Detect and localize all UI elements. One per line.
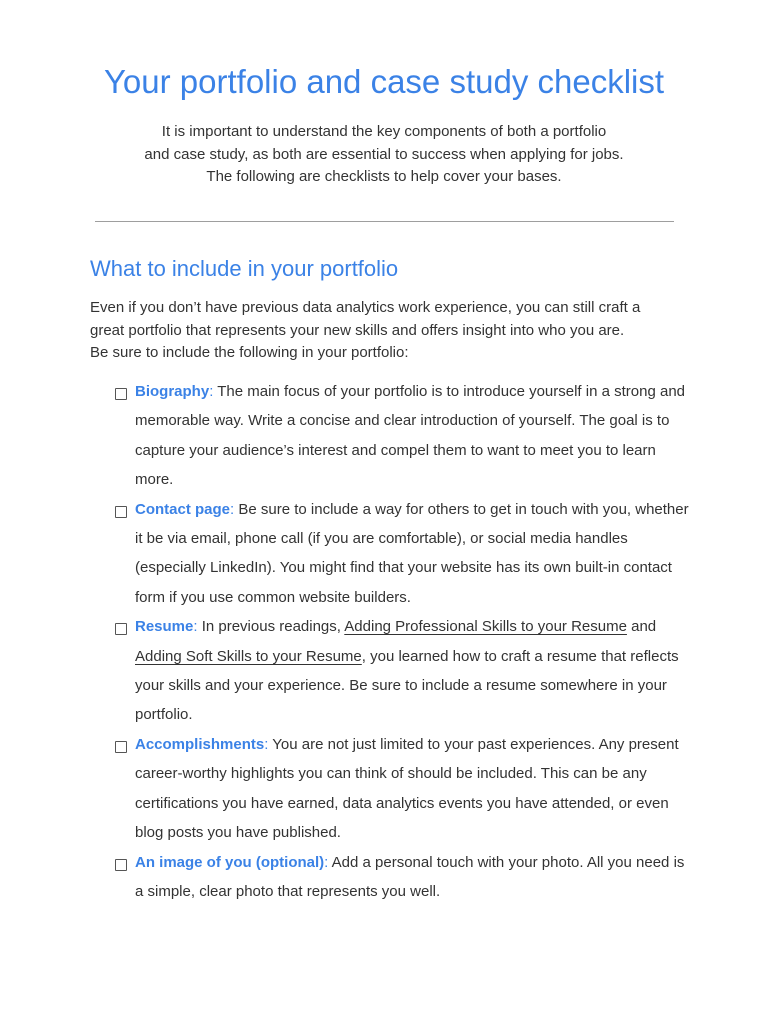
document-intro [84, 121, 684, 189]
checklist-item-biography [110, 377, 690, 495]
checklist-item-contact-page [110, 495, 690, 613]
item-label: Resume [135, 618, 194, 636]
item-description: and [626, 618, 657, 636]
checklist-item-text [135, 730, 690, 848]
item-label: Biography [135, 383, 210, 400]
item-colon: : [230, 500, 235, 518]
checklist-item-text [135, 495, 690, 613]
checkbox-contact-page[interactable] [115, 506, 127, 518]
checkbox-accomplishments[interactable] [115, 741, 127, 753]
item-colon: : [209, 383, 214, 400]
section-heading: What to include in your portfolio [90, 256, 399, 281]
section-intro-line: great portfolio that represents your new skills and offers insight into who you are. [90, 321, 625, 339]
section-intro-line: Be sure to include the following in your portfolio: [90, 344, 409, 361]
link-soft-skills[interactable]: Adding Soft Skills to your Resume [135, 647, 362, 665]
item-label: An image of you (optional) [135, 853, 325, 871]
portfolio-checklist [110, 377, 690, 906]
checkbox-image[interactable] [115, 859, 127, 871]
checkbox-biography[interactable] [115, 388, 127, 400]
intro-line: It is important to understand the key components of both a portfolio [161, 123, 607, 140]
checklist-item-accomplishments [110, 730, 690, 848]
item-description: , you learned how to craft a resume that reflects your skills and your experience. Be sure to include a resume somewhere in your portfolio. [135, 647, 679, 724]
intro-line: The following are checklists to help cover your bases. [206, 168, 562, 185]
checklist-item-text [135, 612, 690, 730]
item-description: The main focus of your portfolio is to introduce yourself in a strong and memorable way. Write a concise and clear introduction of yourself. The goal is to capture your audience’s interest and compel them to want to meet you to learn more. [135, 383, 686, 489]
checklist-item-resume [110, 612, 690, 730]
checklist-item-text [135, 377, 690, 495]
section-intro-line: Even if you don’t have previous data analytics work experience, you can still craft a [90, 299, 641, 316]
intro-line: and case study, as both are essential to success when applying for jobs. [144, 145, 624, 163]
item-colon: : [193, 618, 198, 636]
horizontal-divider [95, 221, 674, 222]
item-description: Be sure to include a way for others to get in touch with you, whether it be via email, phone call (if you are comfortable), or social media handles (especially LinkedIn). You might find that your website has its own built-in contact form if you use common website builders. [135, 500, 689, 606]
item-description: In previous readings, [197, 618, 345, 636]
checkbox-resume[interactable] [115, 623, 127, 635]
section-intro [90, 297, 690, 365]
item-description: Add a personal touch with your photo. All you need is a simple, clear photo that represents you well. [135, 853, 685, 900]
item-description: You are not just limited to your past experiences. Any present career-worthy highlights you can think of should be included. This can be any certifications you have earned, data analytics events you have attended, or even blog posts you have published. [135, 735, 679, 842]
checklist-item-text [135, 848, 690, 907]
item-colon: : [324, 853, 329, 871]
page-title: Your portfolio and case study checklist [103, 63, 665, 100]
item-label: Accomplishments [135, 735, 265, 753]
checklist-item-image [110, 848, 690, 907]
item-label: Contact page [135, 500, 231, 518]
item-colon: : [264, 735, 269, 753]
link-professional-skills[interactable]: Adding Professional Skills to your Resume [344, 618, 627, 636]
